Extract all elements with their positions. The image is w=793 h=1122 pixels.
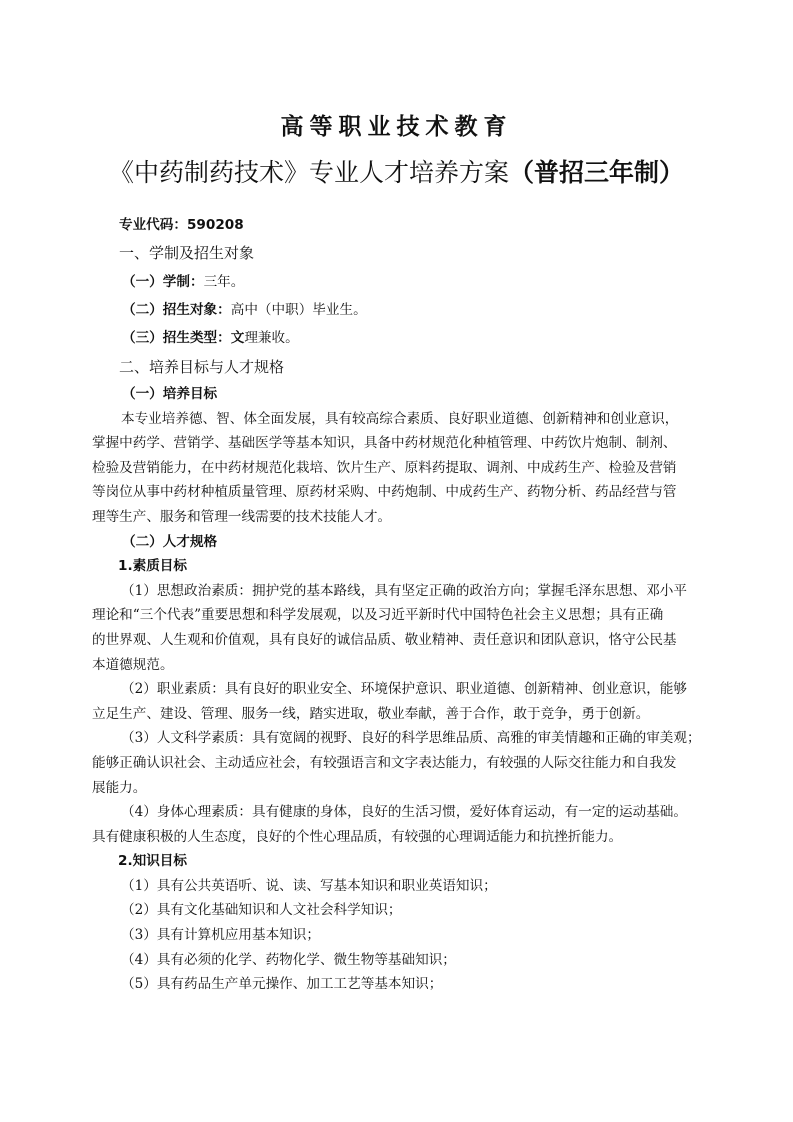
knowledge-list [92, 874, 702, 997]
quality-paragraph-1 [92, 579, 702, 677]
paragraph-line: 检验及营销能力，在中药材规范化栽培、饮片生产、原料药提取、调剂、中成药生产、检验及营销 [92, 459, 677, 476]
knowledge-heading: 2.知识目标 [118, 853, 187, 870]
item-value: 三年。 [203, 274, 245, 290]
paragraph-line: 立足生产、建设、管理、服务一线，踏实进取，敬业奉献，善于合作，敢于竞争，勇于创新。 [92, 705, 650, 722]
goal-paragraph [92, 407, 702, 530]
paragraph-line: （2）职业素质：具有良好的职业安全、环境保护意识、职业道德、创新精神、创业意识，能够 [121, 681, 687, 698]
item-label: （一）学制： [122, 274, 204, 290]
section2-heading: 二、培养目标与人才规格 [119, 358, 285, 376]
paragraph-line: 具有健康积极的人生态度，良好的个性心理品质，有较强的心理调适能力和抗挫折能力。 [92, 828, 623, 845]
goal-heading: （一）培养目标 [122, 386, 218, 402]
section1-item-duration [92, 268, 702, 296]
knowledge-item: （2）具有文化基础知识和人文社会科学知识； [121, 902, 402, 919]
header-title: 高等职业技术教育 [280, 114, 513, 140]
main-title-text: 《中药制药技术》专业人才培养方案 [108, 158, 509, 187]
item-value: 理兼收。 [244, 330, 299, 346]
quality-paragraph-4 [92, 800, 702, 849]
paragraph-line: 理等生产、服务和管理一线需要的技术技能人才。 [92, 508, 392, 525]
paragraph-line: 掌握中药学、营销学、基础医学等基本知识，具备中药材规范化种植管理、中药饮片炮制、制剂、 [92, 435, 677, 452]
knowledge-item: （3）具有计算机应用基本知识； [121, 927, 320, 944]
item-label: （三）招生类型： [122, 330, 231, 346]
paragraph-line: 能够正确认识社会、主动适应社会，有较强语言和文字表达能力，有较强的人际交往能力和自我发 [92, 754, 677, 771]
paragraph-line: 等岗位从事中药材种植质量管理、原药材采购、中药炮制、中成药生产、药物分析、药品经营与管 [92, 484, 677, 501]
paragraph-line: （3）人文科学素质：具有宽阔的视野、良好的科学思维品质、高雅的审美情趣和正确的审美观； [121, 730, 701, 747]
main-title [0, 156, 793, 190]
paragraph-line: 本专业培养德、智、体全面发展，具有较高综合素质、良好职业道德、创新精神和创业意识， [121, 410, 679, 427]
knowledge-item: （1）具有公共英语听、说、读、写基本知识和职业英语知识； [121, 877, 497, 894]
knowledge-item: （5）具有药品生产单元操作、加工工艺等基本知识； [121, 976, 443, 993]
quality-paragraph-2 [92, 677, 702, 726]
major-code [92, 212, 702, 238]
item-value: 高中（中职）毕业生。 [230, 302, 367, 318]
item-bold-prefix: 文 [230, 330, 245, 346]
quality-heading: 1.素质目标 [118, 558, 187, 575]
section1-item-target [92, 296, 702, 324]
paragraph-line: 理论和“三个代表”重要思想和科学发展观，以及习近平新时代中国特色社会主义思想；具有正确 [92, 607, 664, 624]
major-code-label: 专业代码： [119, 217, 187, 233]
spec-heading: （二）人才规格 [122, 533, 218, 550]
paragraph-line: 的世界观、人生观和价值观，具有良好的诚信品质、敬业精神、责任意识和团队意识，恪守公民基 [92, 631, 677, 648]
paragraph-line: 本道德规范。 [92, 656, 174, 673]
document-body [92, 212, 702, 997]
item-label: （二）招生对象： [122, 302, 231, 318]
section1-heading: 一、学制及招生对象 [119, 244, 255, 262]
paragraph-line: 展能力。 [92, 779, 147, 796]
paragraph-line: （4）身体心理素质：具有健康的身体，良好的生活习惯，爱好体育运动，有一定的运动基础。 [121, 804, 687, 821]
main-title-program-type: （普招三年制） [509, 158, 685, 187]
quality-paragraph-3 [92, 726, 702, 800]
knowledge-item: （4）具有必须的化学、药物化学、微生物等基础知识； [121, 951, 456, 968]
major-code-value: 590208 [186, 217, 244, 233]
paragraph-line: （1）思想政治素质：拥护党的基本路线，具有坚定正确的政治方向；掌握毛泽东思想、邓小平 [121, 582, 687, 599]
section1-item-type [92, 324, 702, 352]
